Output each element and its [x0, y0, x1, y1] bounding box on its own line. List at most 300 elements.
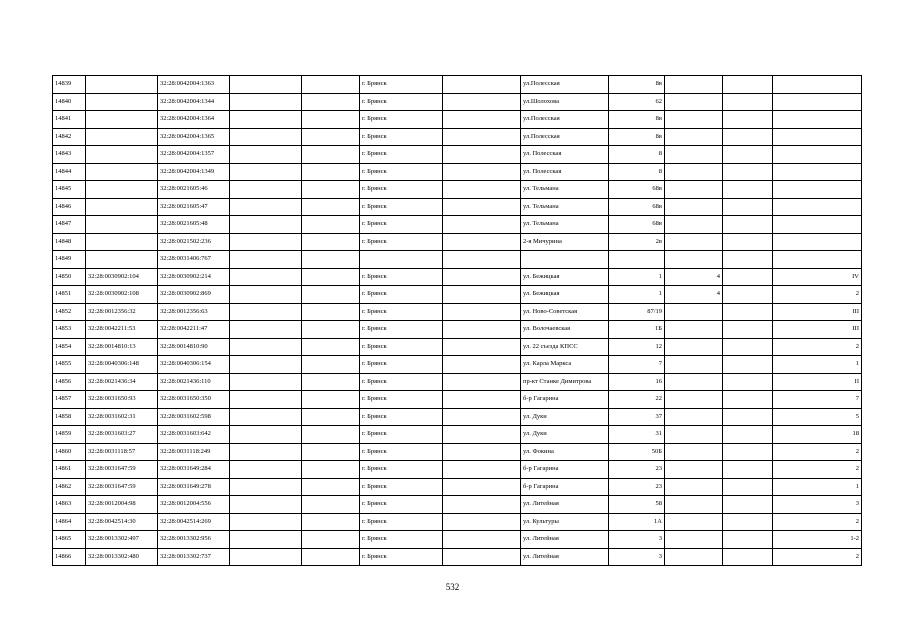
table-cell: [230, 286, 302, 304]
table-cell: 32:28:0030902:108: [86, 286, 158, 304]
table-cell: [665, 128, 723, 146]
table-cell: [302, 338, 360, 356]
table-cell: ул. Тельмана: [521, 198, 609, 216]
table-cell: ул. Фокина: [521, 443, 609, 461]
table-cell: [773, 163, 862, 181]
table-cell: [443, 251, 521, 269]
table-cell: 32:28:0031118:57: [86, 443, 158, 461]
table-cell: [360, 251, 443, 269]
table-cell: 32:28:0031650:93: [86, 391, 158, 409]
table-cell: [230, 443, 302, 461]
table-cell: [665, 233, 723, 251]
table-cell: [230, 338, 302, 356]
table-cell: 14866: [53, 548, 86, 566]
table-cell: [230, 181, 302, 199]
table-cell: [230, 111, 302, 129]
table-cell: 7: [773, 391, 862, 409]
table-cell: [86, 251, 158, 269]
table-cell: [723, 251, 773, 269]
table-cell: [723, 356, 773, 374]
table-cell: [723, 198, 773, 216]
table-cell: г. Брянск: [360, 163, 443, 181]
table-cell: [302, 216, 360, 234]
table-cell: [665, 356, 723, 374]
table-row: [53, 408, 862, 426]
table-cell: 22: [609, 391, 665, 409]
table-cell: 32:28:0031647:59: [86, 461, 158, 479]
table-cell: г. Брянск: [360, 198, 443, 216]
table-cell: [86, 146, 158, 164]
table-cell: 14841: [53, 111, 86, 129]
table-cell: 32:28:0031649:284: [158, 461, 230, 479]
table-cell: ул. Дуки: [521, 408, 609, 426]
table-cell: ул. Бежицкая: [521, 268, 609, 286]
table-cell: [665, 251, 723, 269]
table-cell: [665, 408, 723, 426]
table-cell: г. Брянск: [360, 128, 443, 146]
table-cell: 2: [773, 286, 862, 304]
table-cell: 32:28:0021605:46: [158, 181, 230, 199]
table-cell: [723, 303, 773, 321]
table-cell: [723, 111, 773, 129]
table-cell: [723, 76, 773, 94]
table-cell: 7: [609, 356, 665, 374]
table-cell: 2: [773, 513, 862, 531]
table-cell: [230, 198, 302, 216]
table-cell: 14846: [53, 198, 86, 216]
table-row: [53, 443, 862, 461]
table-cell: [230, 233, 302, 251]
table-cell: [230, 303, 302, 321]
table-row: [53, 286, 862, 304]
table-row: [53, 513, 862, 531]
table-cell: 14859: [53, 426, 86, 444]
table-cell: 32:28:0042514:269: [158, 513, 230, 531]
table-cell: [443, 356, 521, 374]
table-cell: [665, 198, 723, 216]
table-cell: [443, 303, 521, 321]
table-cell: г. Брянск: [360, 76, 443, 94]
table-cell: [443, 93, 521, 111]
table-row: [53, 338, 862, 356]
table-cell: [723, 531, 773, 549]
table-cell: [230, 548, 302, 566]
table-row: [53, 163, 862, 181]
table-cell: 8в: [609, 76, 665, 94]
table-cell: г. Брянск: [360, 93, 443, 111]
table-cell: ул. Тельмана: [521, 181, 609, 199]
table-cell: [773, 146, 862, 164]
table-cell: [443, 391, 521, 409]
table-cell: г. Брянск: [360, 216, 443, 234]
table-cell: б-р Гагарина: [521, 461, 609, 479]
table-cell: 32:28:0042211:47: [158, 321, 230, 339]
table-row: [53, 303, 862, 321]
table-cell: [723, 233, 773, 251]
table-cell: ул.Шолохова: [521, 93, 609, 111]
table-cell: [443, 321, 521, 339]
table-cell: [302, 303, 360, 321]
table-cell: 32:28:0042004:1363: [158, 76, 230, 94]
table-cell: 32:28:0030902:214: [158, 268, 230, 286]
table-cell: [443, 181, 521, 199]
table-cell: 32:28:0013302:497: [86, 531, 158, 549]
table-cell: [723, 461, 773, 479]
table-cell: [723, 443, 773, 461]
table-cell: 32:28:0012004:556: [158, 496, 230, 514]
table-cell: [86, 216, 158, 234]
table-cell: [302, 391, 360, 409]
table-cell: 4: [665, 268, 723, 286]
table-cell: 32:28:0012356:32: [86, 303, 158, 321]
table-cell: 32:28:0042004:1344: [158, 93, 230, 111]
table-cell: [443, 443, 521, 461]
table-cell: [665, 461, 723, 479]
table-cell: [443, 268, 521, 286]
table-cell: 4: [665, 286, 723, 304]
table-cell: [230, 391, 302, 409]
table-cell: [665, 303, 723, 321]
table-cell: [302, 128, 360, 146]
table-cell: 8в: [609, 111, 665, 129]
table-cell: [86, 181, 158, 199]
table-cell: 62: [609, 93, 665, 111]
table-cell: [86, 163, 158, 181]
table-cell: [665, 111, 723, 129]
table-cell: [302, 181, 360, 199]
table-cell: 14845: [53, 181, 86, 199]
table-cell: б-р Гагарина: [521, 391, 609, 409]
table-cell: г. Брянск: [360, 443, 443, 461]
table-cell: г. Брянск: [360, 548, 443, 566]
table-cell: г. Брянск: [360, 356, 443, 374]
table-cell: 32:28:0031602:598: [158, 408, 230, 426]
table-cell: [773, 111, 862, 129]
table-cell: [230, 408, 302, 426]
table-cell: [665, 321, 723, 339]
table-cell: ул. Волочаевская: [521, 321, 609, 339]
table-cell: [723, 163, 773, 181]
table-cell: 23: [609, 461, 665, 479]
table-cell: ул. Культуры: [521, 513, 609, 531]
table-cell: 1-2: [773, 531, 862, 549]
table-cell: [723, 216, 773, 234]
table-row: [53, 251, 862, 269]
table-cell: 14860: [53, 443, 86, 461]
table-cell: ул. Литейная: [521, 548, 609, 566]
table-cell: 1: [773, 356, 862, 374]
table-cell: 8: [609, 163, 665, 181]
table-cell: [302, 163, 360, 181]
table-cell: 68в: [609, 198, 665, 216]
table-cell: г. Брянск: [360, 478, 443, 496]
table-cell: г. Брянск: [360, 513, 443, 531]
table-cell: [723, 496, 773, 514]
table-cell: г. Брянск: [360, 321, 443, 339]
table-cell: ул. 22 съезда КПСС: [521, 338, 609, 356]
table-cell: [86, 198, 158, 216]
table-cell: [665, 531, 723, 549]
table-cell: [773, 198, 862, 216]
table-cell: 2в: [609, 233, 665, 251]
table-cell: 2: [773, 443, 862, 461]
table-cell: [230, 268, 302, 286]
table-cell: 14840: [53, 93, 86, 111]
table-cell: 14847: [53, 216, 86, 234]
table-cell: [230, 251, 302, 269]
table-cell: г. Брянск: [360, 461, 443, 479]
table-cell: [230, 321, 302, 339]
table-cell: 32:28:0013302:956: [158, 531, 230, 549]
table-cell: ул.Полесская: [521, 111, 609, 129]
table-cell: [443, 128, 521, 146]
table-cell: 18: [773, 426, 862, 444]
table-row: [53, 268, 862, 286]
table-cell: 8: [609, 146, 665, 164]
table-cell: [665, 181, 723, 199]
table-cell: [521, 251, 609, 269]
table-cell: пр-кт Станке Димитрова: [521, 373, 609, 391]
table-cell: [443, 426, 521, 444]
table-cell: 32:28:0042004:1349: [158, 163, 230, 181]
table-cell: 32:28:0042514:30: [86, 513, 158, 531]
table-cell: [443, 496, 521, 514]
table-cell: 14856: [53, 373, 86, 391]
table-cell: [443, 146, 521, 164]
table-cell: г. Брянск: [360, 338, 443, 356]
table-cell: [230, 478, 302, 496]
table-cell: [665, 496, 723, 514]
table-cell: 14848: [53, 233, 86, 251]
table-cell: [230, 373, 302, 391]
table-cell: [302, 321, 360, 339]
table-row: [53, 216, 862, 234]
table-cell: 14843: [53, 146, 86, 164]
table-cell: г. Брянск: [360, 303, 443, 321]
table-cell: 14863: [53, 496, 86, 514]
table-cell: 32:28:0042004:1357: [158, 146, 230, 164]
property-register-table: [52, 75, 862, 566]
table-row: [53, 146, 862, 164]
table-cell: ул. Литейная: [521, 531, 609, 549]
table-cell: г. Брянск: [360, 426, 443, 444]
table-cell: 32:28:0013302:737: [158, 548, 230, 566]
page-number: 532: [445, 582, 460, 592]
table-cell: [302, 531, 360, 549]
table-cell: [302, 146, 360, 164]
table-row: [53, 111, 862, 129]
table-row: [53, 233, 862, 251]
table-cell: г. Брянск: [360, 531, 443, 549]
table-row: [53, 461, 862, 479]
table-cell: [230, 461, 302, 479]
table-cell: 14864: [53, 513, 86, 531]
table-row: [53, 531, 862, 549]
table-cell: 32:28:0021436:110: [158, 373, 230, 391]
table-cell: [302, 443, 360, 461]
table-cell: 32:28:0031647:59: [86, 478, 158, 496]
table-cell: [665, 163, 723, 181]
table-cell: 14858: [53, 408, 86, 426]
table-cell: 14850: [53, 268, 86, 286]
table-cell: 32:28:0021605:47: [158, 198, 230, 216]
table-cell: 23: [609, 478, 665, 496]
table-row: [53, 181, 862, 199]
table-cell: 58: [609, 496, 665, 514]
table-cell: 32:28:0042004:1364: [158, 111, 230, 129]
table-cell: [302, 356, 360, 374]
table-cell: 14854: [53, 338, 86, 356]
table-cell: 31: [609, 426, 665, 444]
table-cell: ул.Полесская: [521, 76, 609, 94]
table-cell: 87/19: [609, 303, 665, 321]
table-cell: [773, 128, 862, 146]
table-cell: [443, 286, 521, 304]
table-cell: [665, 93, 723, 111]
table-cell: 32:28:0042004:1365: [158, 128, 230, 146]
table-cell: [302, 233, 360, 251]
table-cell: ул. Бежицкая: [521, 286, 609, 304]
table-cell: 32:28:0042211:53: [86, 321, 158, 339]
table-row: [53, 478, 862, 496]
table-cell: [773, 181, 862, 199]
table-cell: 68в: [609, 216, 665, 234]
table-cell: 14842: [53, 128, 86, 146]
table-cell: [723, 478, 773, 496]
table-cell: 12: [609, 338, 665, 356]
table-cell: [86, 93, 158, 111]
table-cell: г. Брянск: [360, 181, 443, 199]
table-cell: г. Брянск: [360, 408, 443, 426]
table-cell: 32:28:0031603:27: [86, 426, 158, 444]
table-row: [53, 548, 862, 566]
table-cell: 14862: [53, 478, 86, 496]
table-cell: [230, 93, 302, 111]
table-cell: 32:28:0031602:31: [86, 408, 158, 426]
table-cell: [665, 373, 723, 391]
table-cell: [665, 391, 723, 409]
table-cell: [302, 111, 360, 129]
table-cell: [723, 286, 773, 304]
table-cell: [723, 338, 773, 356]
table-cell: г. Брянск: [360, 233, 443, 251]
table-cell: [443, 163, 521, 181]
table-cell: ул.Полесская: [521, 128, 609, 146]
table-cell: ул. Карла Маркса: [521, 356, 609, 374]
table-row: [53, 76, 862, 94]
table-cell: 14853: [53, 321, 86, 339]
table-cell: [302, 496, 360, 514]
table-cell: IV: [773, 268, 862, 286]
table-row: [53, 198, 862, 216]
table-cell: [723, 408, 773, 426]
table-cell: [665, 338, 723, 356]
table-cell: 32:28:0021605:48: [158, 216, 230, 234]
table-cell: ул. Полесская: [521, 146, 609, 164]
table-cell: [443, 461, 521, 479]
table-cell: [723, 146, 773, 164]
table-cell: 14852: [53, 303, 86, 321]
table-cell: [302, 513, 360, 531]
table-cell: 32:28:0030902:104: [86, 268, 158, 286]
table-cell: [86, 76, 158, 94]
table-cell: [86, 233, 158, 251]
table-cell: [443, 373, 521, 391]
table-cell: [302, 548, 360, 566]
table-cell: б-р Гагарина: [521, 478, 609, 496]
table-row: [53, 373, 862, 391]
table-cell: ул. Полесская: [521, 163, 609, 181]
table-cell: 1Б: [609, 321, 665, 339]
table-cell: [302, 268, 360, 286]
table-cell: 14849: [53, 251, 86, 269]
table-cell: 14855: [53, 356, 86, 374]
table-cell: 5: [773, 408, 862, 426]
table-cell: г. Брянск: [360, 146, 443, 164]
table-cell: 32:28:0021436:34: [86, 373, 158, 391]
table-cell: [230, 128, 302, 146]
table-cell: [665, 513, 723, 531]
table-cell: [609, 251, 665, 269]
table-cell: [86, 111, 158, 129]
table-cell: 32:28:0031603:642: [158, 426, 230, 444]
table-cell: [723, 268, 773, 286]
table-cell: [443, 531, 521, 549]
table-cell: г. Брянск: [360, 373, 443, 391]
table-cell: [723, 513, 773, 531]
table-cell: [302, 198, 360, 216]
table-cell: [230, 356, 302, 374]
table-cell: 32:28:0031406:767: [158, 251, 230, 269]
table-cell: [723, 128, 773, 146]
table-cell: 16: [609, 373, 665, 391]
table-cell: [665, 548, 723, 566]
table-cell: [302, 93, 360, 111]
table-cell: 37: [609, 408, 665, 426]
table-cell: 32:28:0021502:236: [158, 233, 230, 251]
table-cell: 2: [773, 338, 862, 356]
table-cell: 14861: [53, 461, 86, 479]
table-cell: 32:28:0030902:869: [158, 286, 230, 304]
table-cell: 3: [609, 531, 665, 549]
table-cell: 1: [609, 286, 665, 304]
table-cell: [443, 338, 521, 356]
table-cell: ул. Ново-Советская: [521, 303, 609, 321]
table-cell: 32:28:0031649:278: [158, 478, 230, 496]
table-cell: [302, 286, 360, 304]
table-cell: [230, 163, 302, 181]
table-cell: 1: [609, 268, 665, 286]
table-cell: 32:28:0040306:154: [158, 356, 230, 374]
table-row: [53, 321, 862, 339]
table-cell: [723, 93, 773, 111]
table-cell: [443, 513, 521, 531]
table-cell: III: [773, 321, 862, 339]
table-row: [53, 356, 862, 374]
table-cell: [665, 478, 723, 496]
table-cell: ул. Литейная: [521, 496, 609, 514]
table-cell: 32:28:0012004:98: [86, 496, 158, 514]
table-cell: [773, 76, 862, 94]
table-cell: II: [773, 373, 862, 391]
table-cell: ул. Тельмана: [521, 216, 609, 234]
table-cell: 32:28:0014810:90: [158, 338, 230, 356]
table-cell: [723, 426, 773, 444]
table-cell: 32:28:0012356:63: [158, 303, 230, 321]
table-cell: 32:28:0013302:480: [86, 548, 158, 566]
table-cell: 68в: [609, 181, 665, 199]
table-cell: III: [773, 303, 862, 321]
